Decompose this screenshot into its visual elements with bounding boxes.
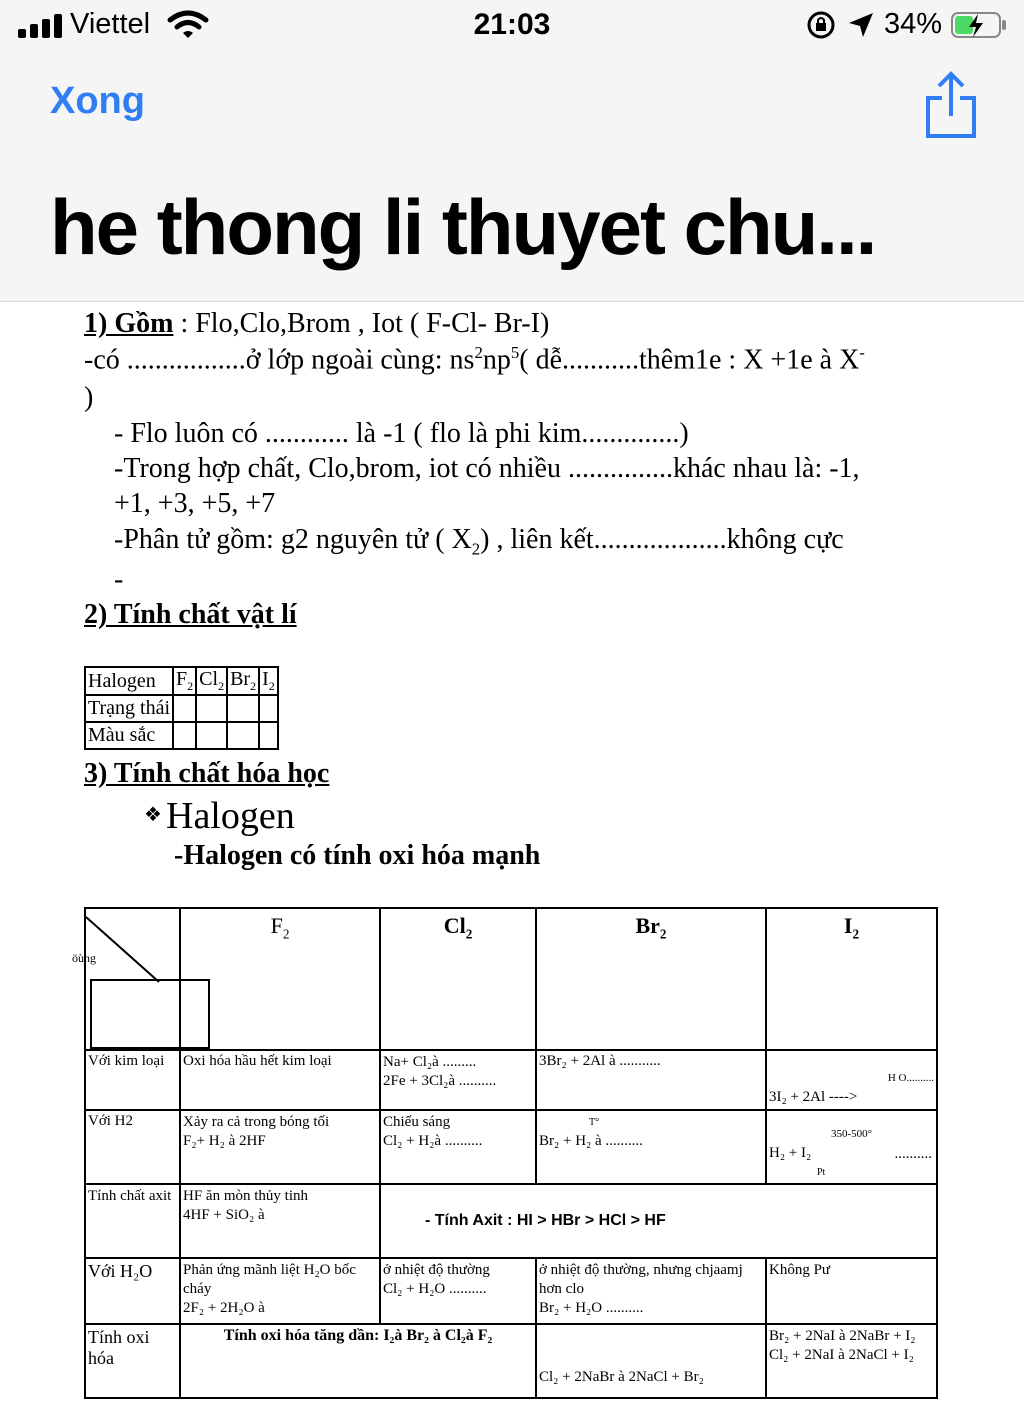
corner-label: öùng [72, 951, 96, 965]
section-1-heading: 1) Gồm [84, 308, 174, 339]
table-cell: $I_2$ [259, 667, 278, 695]
status-bar [0, 0, 1024, 52]
table-cell: Phản ứng mãnh liệt H₂O bốc cháy 2F₂ + 2H₂O à [180, 1258, 380, 1324]
table-cell: $I_2$ [766, 908, 937, 1050]
table-cell: Với H2 [85, 1110, 180, 1184]
molecule-text: -Phân tử gồm: g2 nguyên tử ( X [114, 524, 472, 555]
table-cell: ở nhiệt độ thường, nhưng chjaamj hơn clo Br₂ + H₂O .......... [536, 1258, 766, 1324]
table-row [85, 908, 937, 1050]
table-cell: $Cl_2$ [380, 908, 536, 1050]
molecule-line [114, 524, 844, 560]
table-cell: Br₂ + 2NaI à 2NaBr + I₂ Cl₂ + 2NaI à 2NaCl + I₂ [766, 1324, 937, 1398]
table-cell: Không Pư [766, 1258, 937, 1324]
oxidizing-line: -Halogen có tính oxi hóa mạnh [174, 840, 541, 871]
page-title: he thong li thuyet chu... [50, 183, 876, 271]
table-cell: 3Br₂ + 2Al à ........... [536, 1050, 766, 1110]
table-row [85, 1184, 937, 1258]
table-cell: Chiếu sáng Cl₂ + H₂à .......... [380, 1110, 536, 1184]
share-icon[interactable] [924, 70, 978, 140]
dash-line: - [114, 564, 124, 595]
table-cell: Tính chất axit [85, 1184, 180, 1258]
shell-line [84, 343, 865, 376]
sup-5: 5 [510, 343, 520, 362]
table-row [85, 722, 278, 749]
sup-2: 2 [474, 343, 483, 362]
flo-line: - Flo luôn có ............ là -1 ( flo là phi kim..............) [114, 418, 689, 449]
sub-2: 2 [471, 539, 481, 559]
table-row [85, 1050, 937, 1110]
table-row [85, 1258, 937, 1324]
sup-minus: - [859, 343, 865, 362]
bullet-icon: ❖ [144, 804, 162, 826]
table-cell: Cl₂ + 2NaBr à 2NaCl + Br₂ [536, 1324, 766, 1398]
chemical-table [72, 907, 938, 1399]
table-cell: Oxi hóa hầu hết kim loại [180, 1050, 380, 1110]
section-2-heading: 2) Tính chất vật lí [84, 599, 297, 630]
table-row [85, 1110, 937, 1184]
table-cell: $Cl_2$ [196, 667, 227, 695]
battery-percent: 34% [884, 8, 943, 40]
section-1-text: : Flo,Clo,Brom , Iot ( F-Cl- Br-I) [173, 308, 550, 339]
table-cell: Na+ Cl₂à ......... 2Fe + 3Cl₂à .......... [380, 1050, 536, 1110]
table-cell: Tính oxi hóa [85, 1324, 180, 1398]
table-row [85, 695, 278, 722]
bond-text: ) , liên kết...................không cực [480, 524, 844, 555]
table-cell: $F_2$ [180, 908, 380, 1050]
table-cell: $Br_2$ [227, 667, 259, 695]
table-cell: Với kim loại [85, 1050, 180, 1110]
np-text: np [482, 344, 511, 376]
table-row [85, 667, 278, 695]
section-3-heading: 3) Tính chất hóa học [84, 758, 330, 789]
section-1-line [84, 308, 549, 340]
physical-table [84, 666, 279, 750]
table-cell: Màu sắc [85, 722, 173, 749]
oxidation-order-cell: Tính oxi hóa tăng dần: I₂à Br₂ à Cl₂à F₂ [180, 1324, 536, 1398]
oxidation-line: +1, +3, +5, +7 [114, 488, 276, 519]
table-cell: T° Br₂ + H₂ à .......... [536, 1110, 766, 1184]
carrier-label: Viettel [70, 8, 151, 40]
done-button[interactable]: Xong [50, 80, 145, 122]
table-cell: $F_2$ [173, 667, 196, 695]
table-cell: 350-500° H₂ + I₂ .......... Pt [766, 1110, 937, 1184]
clock: 21:03 [473, 8, 551, 41]
halogen-heading: Halogen [166, 795, 295, 837]
acid-strength-cell: - Tính Axit : HI > HBr > HCl > HF [380, 1184, 937, 1258]
gain-electron-text: ( dễ...........thêm1e : X +1e à X [519, 344, 860, 376]
table-cell: H O.......... 3I₂ + 2Al ----> [766, 1050, 937, 1110]
table-row [85, 1324, 937, 1398]
location-arrow-icon [846, 10, 876, 40]
table-cell: ở nhiệt độ thường Cl₂ + H₂O .......... [380, 1258, 536, 1324]
top-bar [0, 0, 1024, 302]
table-cell: Trạng thái [85, 695, 173, 722]
table-cell: Xảy ra cả trong bóng tối F₂+ H₂ à 2HF [180, 1110, 380, 1184]
shell-text: -có .................ở lớp ngoài cùng: ns [84, 344, 475, 376]
compound-line: -Trong hợp chất, Clo,brom, iot có nhiều ...............khác nhau là: -1, [114, 453, 860, 484]
table-cell: HF ăn mòn thủy tinh 4HF + SiO₂ à [180, 1184, 380, 1258]
table-cell: Với H₂O [85, 1258, 180, 1324]
document [0, 302, 1024, 1421]
table-cell: $Br_2$ [536, 908, 766, 1050]
battery-charging-icon [950, 11, 1010, 41]
table-cell: Halogen [85, 667, 173, 695]
paren-line: ) [84, 382, 94, 413]
corner-cell [72, 908, 180, 1050]
rotation-lock-icon [806, 10, 836, 40]
